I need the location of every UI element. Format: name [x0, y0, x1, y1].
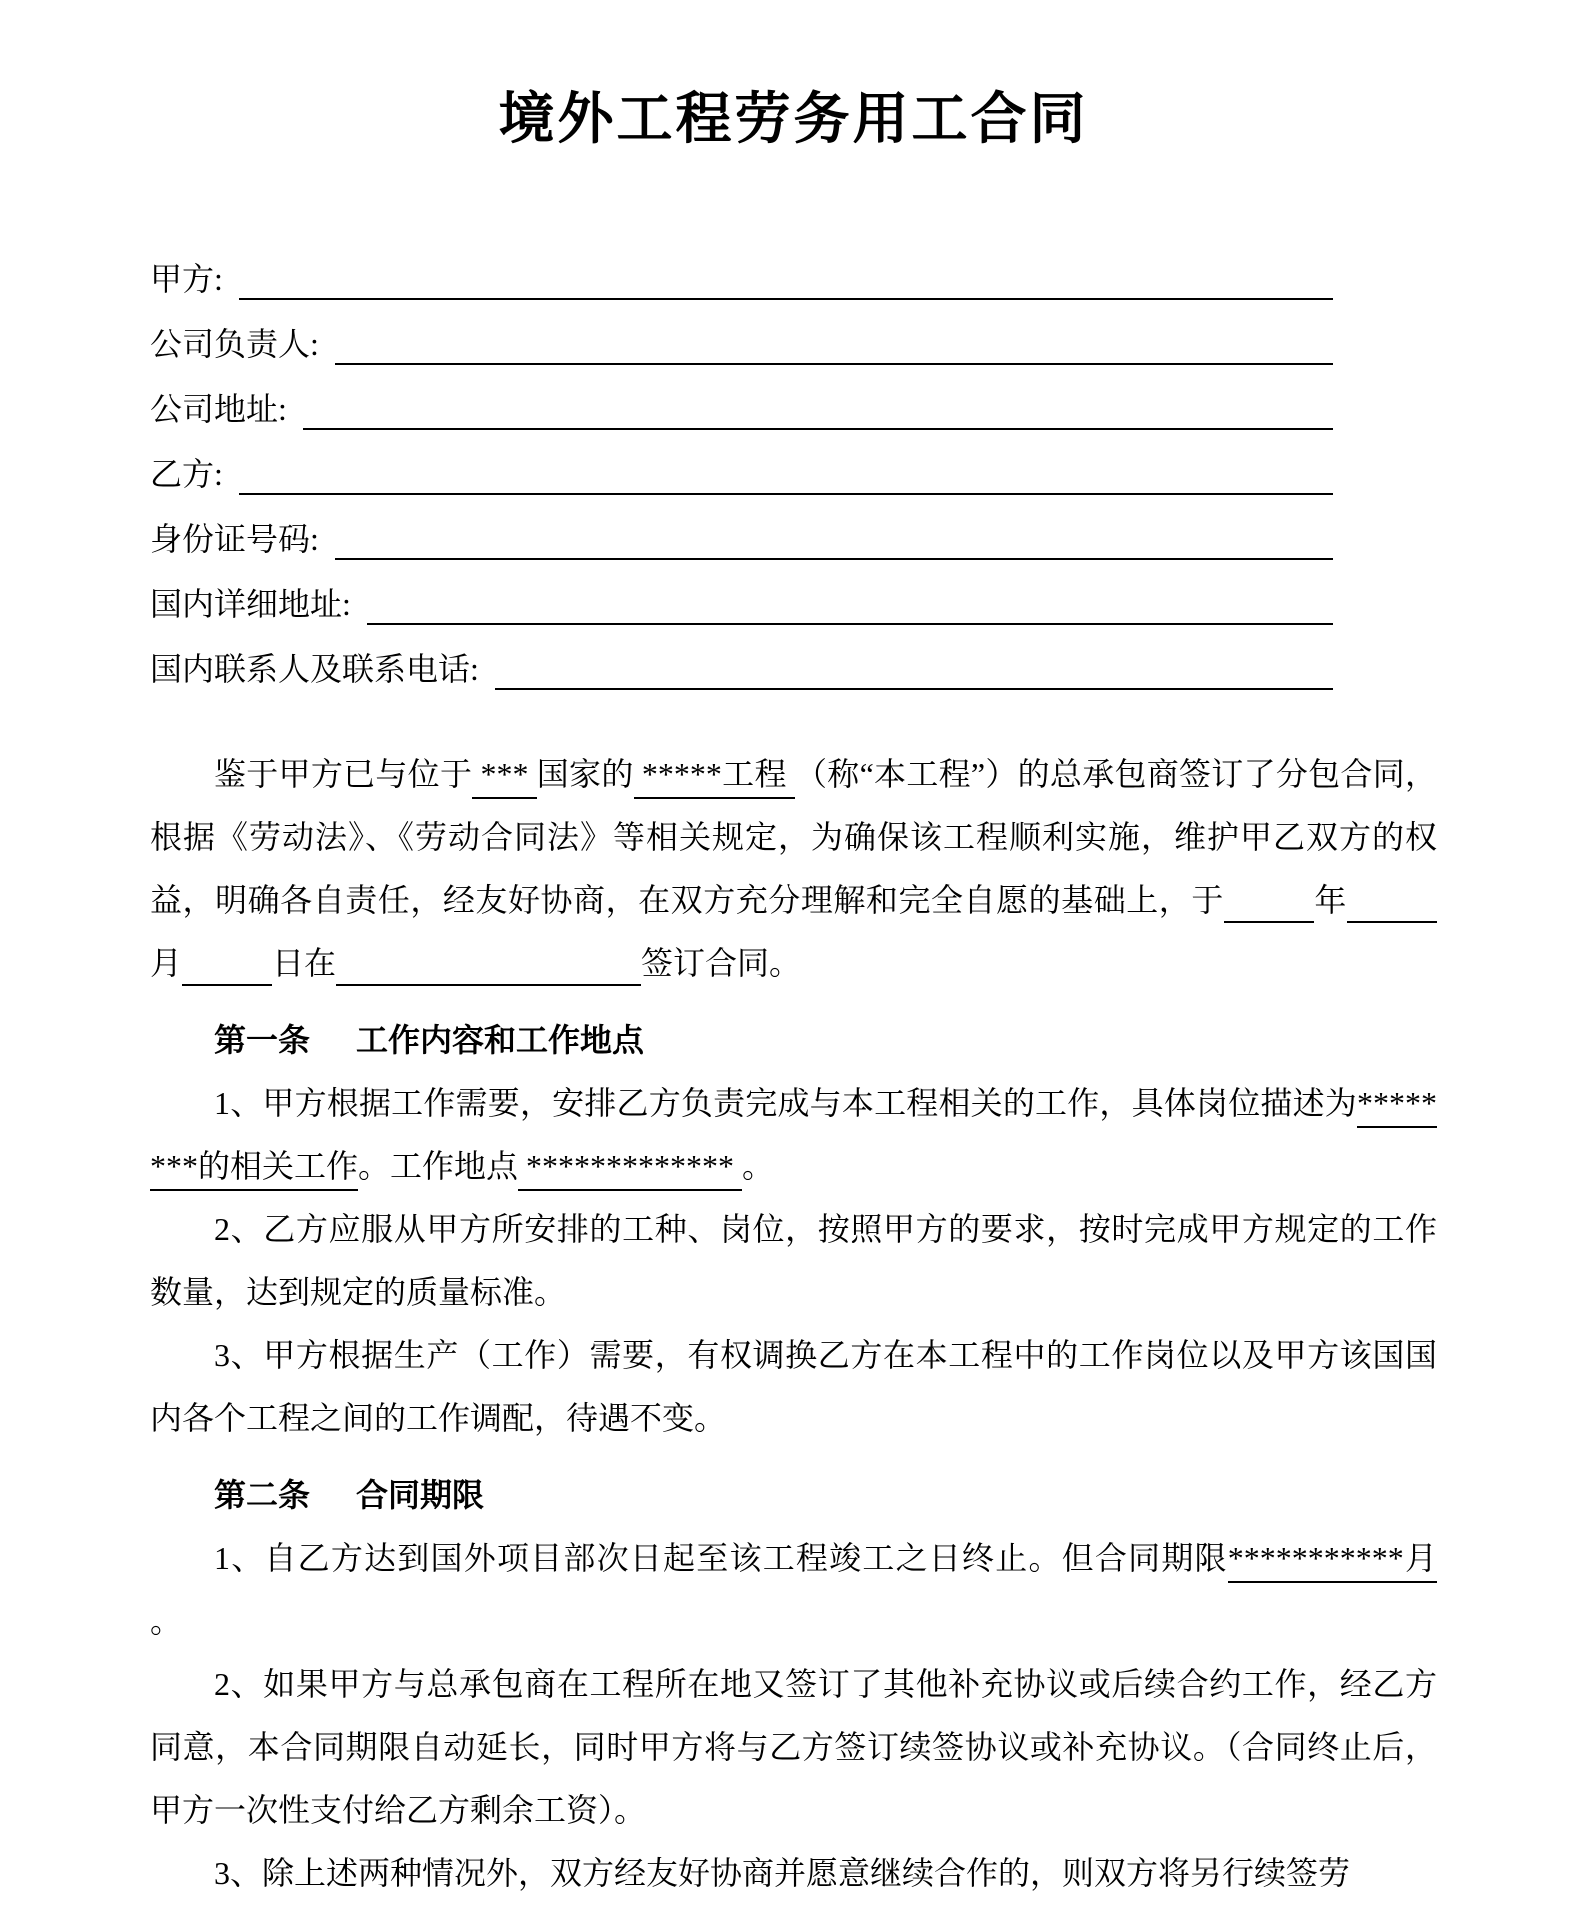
- fill-in-line-party-b: [239, 492, 1333, 495]
- field-label-domestic-contact: 国内联系人及联系电话:: [150, 651, 479, 688]
- field-label-domestic-address: 国内详细地址:: [150, 586, 351, 623]
- clause-1-item-3: 3、甲方根据生产（工作）需要，有权调换乙方在本工程中的工作岗位以及甲方该国国内各个工程之间的工作调配，待遇不变。: [150, 1337, 1437, 1437]
- field-label-party-a: 甲方:: [150, 261, 223, 298]
- clause-2-item-2: 2、如果甲方与总承包商在工程所在地又签订了其他补充协议或后续合约工作，经乙方同意，本合同期限自动延长，同时甲方将与乙方签订续签协议或补充协议。（合同终止后，甲方一次性支付给乙方剩余工资）。: [150, 1666, 1437, 1829]
- preamble-paragraph: 鉴于甲方已与位于 *** 国家的 *****工程 （称“本工程”）的总承包商签订了分包合同，根据《劳动法》、《劳动合同法》等相关规定，为确保该工程顺利实施，维护甲乙双方的权益，明确各自责任，经友好协商，在双方充分理解和完全自愿的基础上，于 年月 日在 签订合同。: [150, 743, 1437, 995]
- clause-2-item-3: 3、除上述两种情况外，双方经友好协商并愿意继续合作的，则双方将另行续签劳: [214, 1855, 1351, 1892]
- field-label-company-address: 公司地址:: [150, 391, 287, 428]
- field-label-id-number: 身份证号码:: [150, 521, 319, 558]
- clause-2-title: 合同期限: [356, 1477, 485, 1514]
- fill-in-line-domestic-address: [367, 622, 1333, 625]
- field-row-company-address: [150, 374, 1437, 439]
- clause-1-heading: [150, 1009, 1437, 1072]
- field-row-party-a: [150, 244, 1437, 309]
- clause-1-title: 工作内容和工作地点: [356, 1022, 645, 1059]
- clause-2-item-1: 1、自乙方达到国外项目部次日起至该工程竣工之日终止。但合同期限***********月 。: [150, 1540, 1437, 1640]
- clause-2-heading: [150, 1464, 1437, 1527]
- fill-in-line-domestic-contact: [495, 687, 1333, 690]
- field-row-company-representative: [150, 309, 1437, 374]
- clause-1-item-1: 1、甲方根据工作需要，安排乙方负责完成与本工程相关的工作，具体岗位描述为********的相关工作。工作地点 ************* 。: [150, 1072, 1437, 1198]
- field-label-party-b: 乙方:: [150, 456, 223, 493]
- contract-body: [150, 743, 1437, 1905]
- fill-in-line-id-number: [335, 557, 1333, 560]
- clause-1-number: 第一条: [214, 1022, 311, 1059]
- field-row-party-b: [150, 439, 1437, 504]
- clause-1-item-2: 2、乙方应服从甲方所安排的工种、岗位，按照甲方的要求，按时完成甲方规定的工作数量，达到规定的质量标准。: [150, 1211, 1437, 1311]
- clause-2-number: 第二条: [214, 1477, 311, 1514]
- field-label-company-representative: 公司负责人:: [150, 326, 319, 363]
- field-row-domestic-address: [150, 569, 1437, 634]
- field-row-id-number: [150, 504, 1437, 569]
- fill-in-line-company-address: [303, 427, 1333, 430]
- party-info-fields: [150, 244, 1437, 699]
- fill-in-line-company-representative: [335, 362, 1333, 365]
- fill-in-line-party-a: [239, 297, 1333, 300]
- document-title: 境外工程劳务用工合同: [498, 89, 1089, 151]
- field-row-domestic-contact: [150, 634, 1437, 699]
